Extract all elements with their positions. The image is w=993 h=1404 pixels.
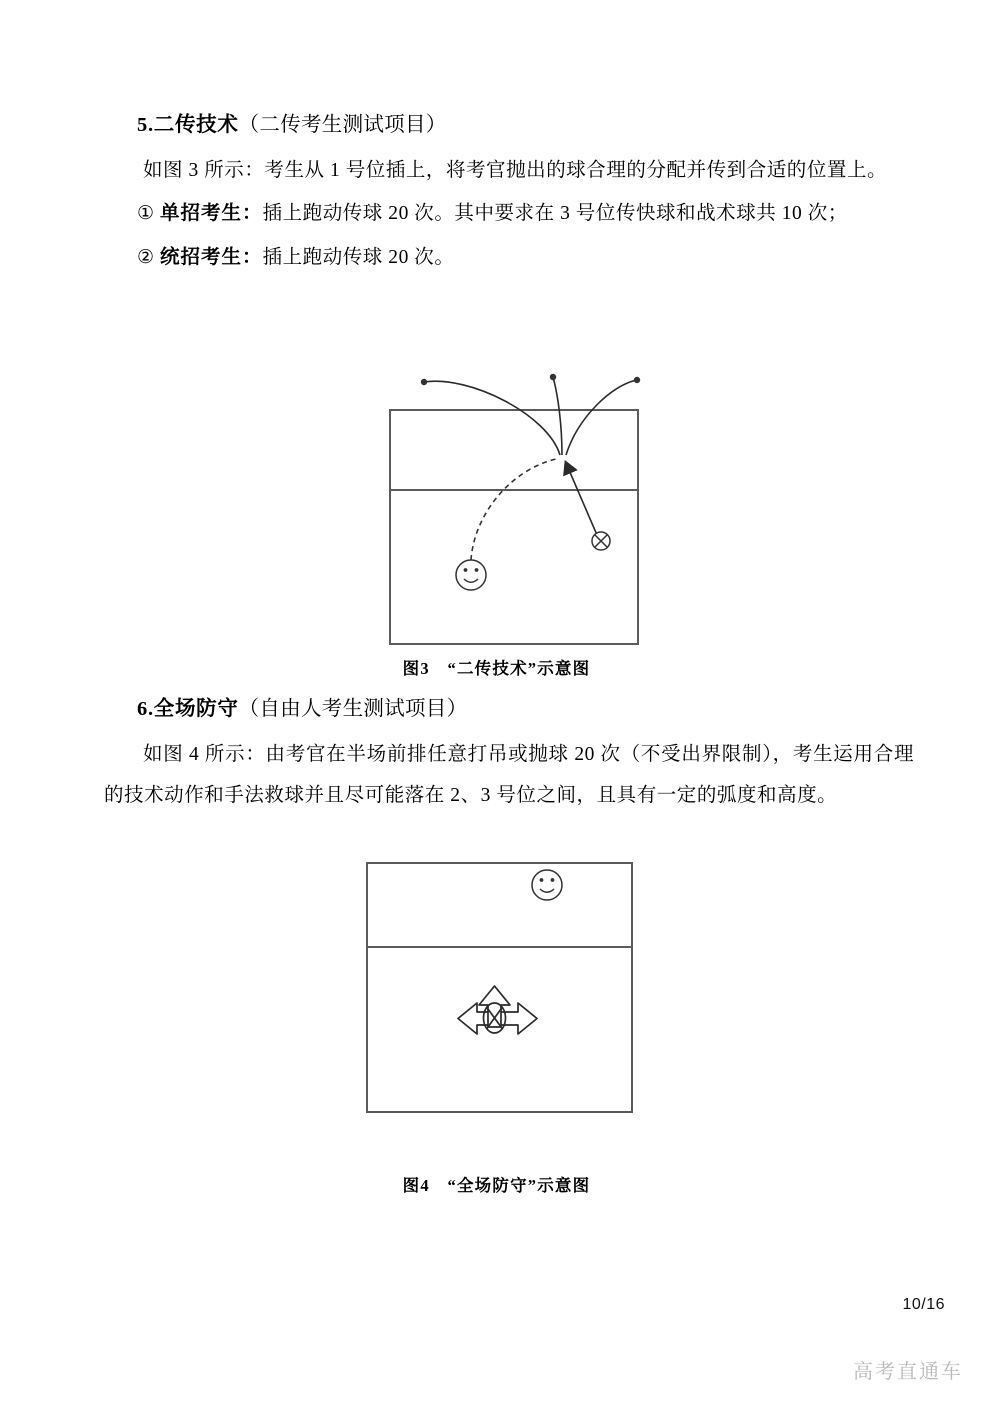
- section-5-item-1: [104, 193, 914, 234]
- document-body-section-6: [104, 692, 914, 819]
- section-5-title: 二传技术: [153, 114, 239, 136]
- figure-4-diagram: [0, 855, 993, 1120]
- list-text-2: 插上跑动传球 20 次。: [262, 246, 455, 268]
- list-label-2: 统招考生：: [160, 246, 263, 268]
- section-heading-5: [104, 108, 914, 144]
- list-marker-1: ①: [137, 203, 155, 225]
- page-number: 10/16: [902, 1296, 945, 1313]
- document-body: [104, 108, 914, 280]
- section-6-subtitle: （自由人考生测试项目）: [238, 698, 468, 720]
- figure-3-diagram: [0, 355, 993, 655]
- section-6-intro: 如图 4 所示：由考官在半场前排任意打吊或抛球 20 次（不受出界限制），考生运用合理的技术动作和手法救球并且尽可能落在 2、3 号位之间，且具有一定的弧度和高度。: [104, 743, 914, 807]
- court-outline: [390, 410, 638, 644]
- section-6-title: 全场防守: [153, 698, 239, 720]
- section-5-item-2: [104, 237, 914, 278]
- crossed-circle-icon: [592, 532, 610, 550]
- section-heading-6: [104, 692, 914, 728]
- watermark: 高考直通车: [853, 1361, 963, 1383]
- section-5-intro: 如图 3 所示：考生从 1 号位插上，将考官抛出的球合理的分配并传到合适的位置上。: [143, 159, 888, 181]
- smiley-face-icon: [532, 870, 562, 900]
- section-5-number: 5.: [137, 114, 154, 136]
- section-5-subtitle: （二传考生测试项目）: [238, 114, 447, 136]
- smiley-face-icon: [456, 560, 486, 590]
- list-marker-2: ②: [137, 246, 155, 268]
- figure-3-caption: 图3 “二传技术”示意图: [402, 659, 591, 678]
- section-6-number: 6.: [137, 698, 154, 720]
- figure-4-caption: 图4 “全场防守”示意图: [402, 1176, 591, 1195]
- court-outline: [367, 863, 632, 1112]
- list-text-1: 插上跑动传球 20 次。其中要求在 3 号位传快球和战术球共 10 次；: [262, 203, 848, 225]
- list-label-1: 单招考生：: [160, 203, 263, 225]
